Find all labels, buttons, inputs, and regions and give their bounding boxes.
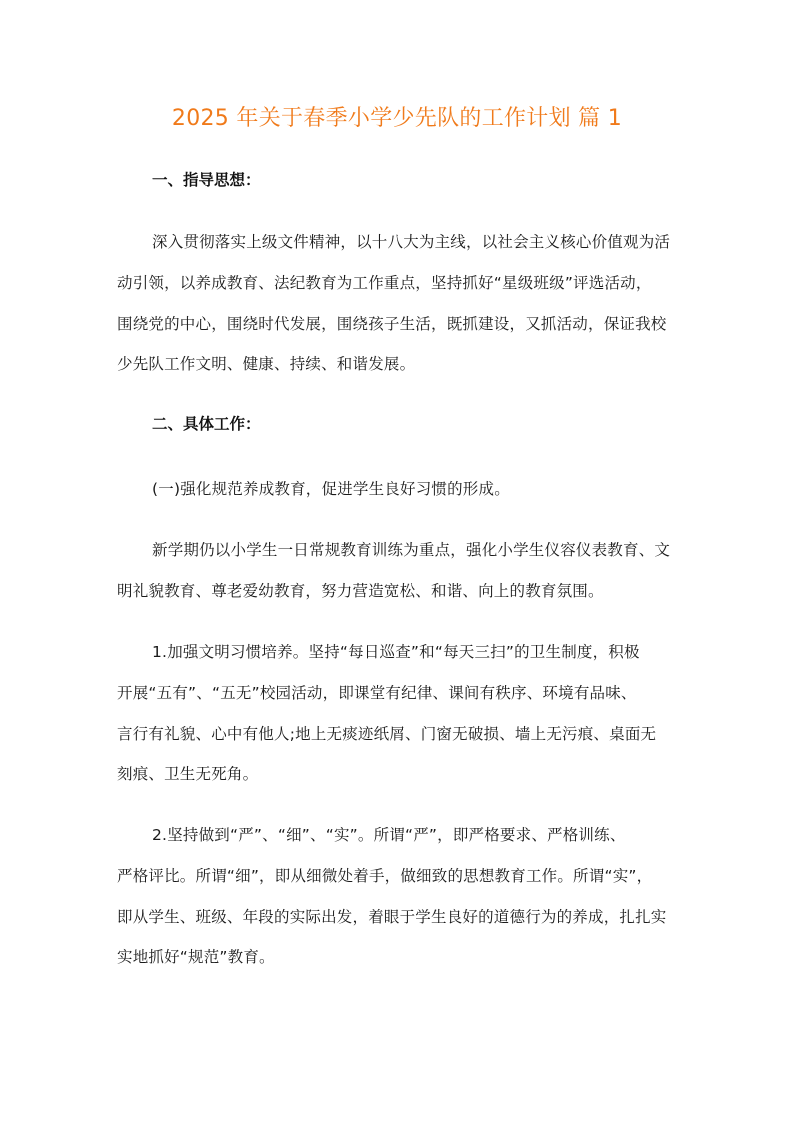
paragraph-line: 新学期仍以小学生一日常规教育训练为重点，强化小学生仪容仪表教育、文 [152,541,671,559]
document-title: 2025 年关于春季小学少先队的工作计划 篇 1 [171,106,623,131]
paragraph-line: 2.坚持做到“严”、“细”、“实”。所谓“严”，即严格要求、严格训练、 [152,826,626,844]
paragraph-guiding-ideology [117,222,679,385]
paragraph-line: 围绕党的中心，围绕时代发展，围绕孩子生活，既抓建设，又抓活动，保证我校 [117,314,667,333]
section-heading-guiding-ideology: 一、指导思想： [152,171,261,189]
list-item-strict-detailed-practical [117,815,679,978]
section-heading-specific-work: 二、具体工作： [152,415,261,433]
paragraph-line: 开展“五有”、“五无”校园活动，即课堂有纪律、课间有秩序、环境有品味、 [117,683,637,702]
paragraph-line: 严格评比。所谓“细”，即从细微处着手，做细致的思想教育工作。所谓“实”， [117,866,653,885]
paragraph-line: 少先队工作文明、健康、持续、和谐发展。 [117,355,416,374]
paragraph-line: 动引领，以养成教育、法纪教育为工作重点，坚持抓好“星级班级”评选活动， [117,273,652,292]
list-item-civilized-habits [117,632,679,795]
paragraph-line: 刻痕、卫生无死角。 [117,765,259,784]
paragraph-line: 即从学生、班级、年段的实际出发，着眼于学生良好的道德行为的养成，扎扎实 [117,907,667,926]
subheading-norms-education [117,469,679,510]
paragraph-line: 实地抓好“规范”教育。 [117,948,275,967]
paragraph-line: 言行有礼貌、心中有他人;地上无痰迹纸屑、门窗无破损、墙上无污痕、桌面无 [117,724,657,743]
paragraph-line: (一)强化规范养成教育，促进学生良好习惯的形成。 [152,480,510,498]
paragraph-line: 明礼貌教育、尊老爱幼教育，努力营造宽松、和谐、向上的教育氛围。 [117,581,604,600]
paragraph-line: 1.加强文明习惯培养。坚持“每日巡查”和“每天三扫”的卫生制度，积极 [152,643,640,661]
paragraph-line: 深入贯彻落实上级文件精神，以十八大为主线，以社会主义核心价值观为活 [152,233,671,251]
paragraph-new-semester [117,530,679,612]
